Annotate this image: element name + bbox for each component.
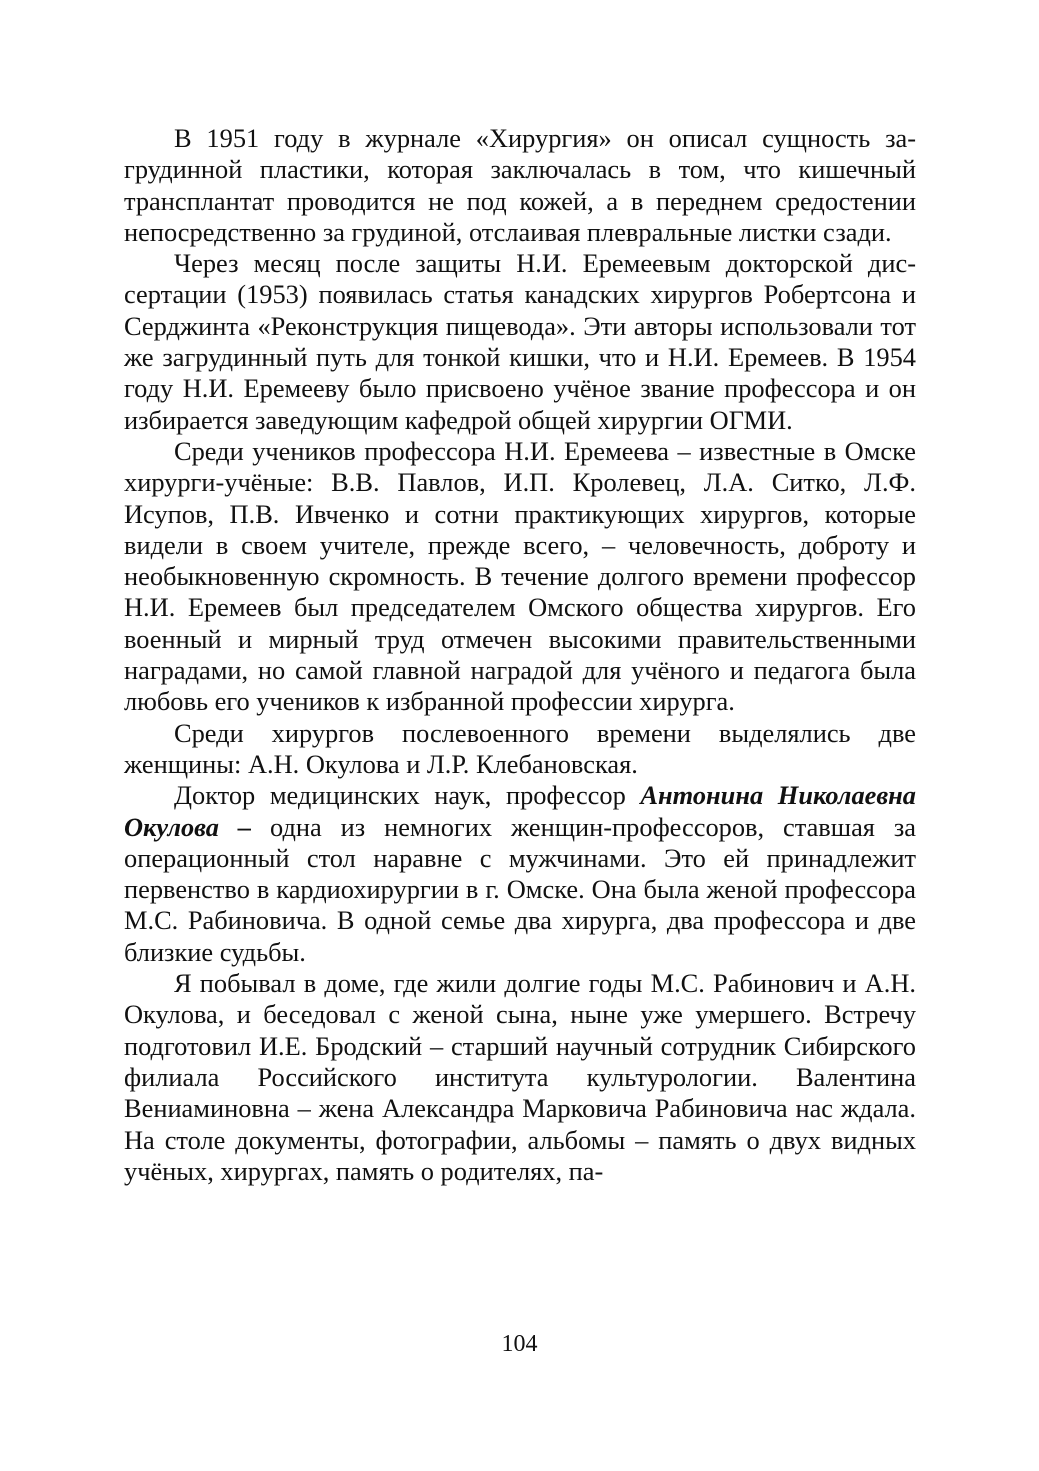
paragraph-2: Через месяц после защиты Н.И. Еремеевым докторской диссертации (1953) появилась статья канадских хирургов Робертсона и Серджинта «Реконструкция пищевода». Эти авторы использовали тот же загрудинный путь для тонкой кишки, что и Н.И. Еремеев. В 1954 году Н.И. Еремееву было присвоено учёное звание профессора и он избирается заведующим кафедрой общей хирургии ОГМИ.: [124, 248, 916, 435]
paragraph-5-rest: одна из немногих женщин-профессоров, ставшая за операционный стол наравне с мужчинами. Это ей принадлежит первенство в кардиохирургии в г. Омске. Она была женой профессора М.С. Рабиновича. В одной семье два хирурга, два профессора и две близкие судьбы.: [124, 811, 916, 967]
person-name-emphasis: Антонина Николаевна Окулова –: [124, 780, 916, 842]
paragraph-5-intro: Доктор медицинских наук, профессор: [174, 780, 641, 811]
body-text: [124, 123, 916, 1187]
paragraph-4: Среди хирургов послевоенного времени выделялись две женщины: А.Н. Окулова и Л.Р. Клебановская.: [124, 717, 916, 779]
paragraph-3: Среди учеников профессора Н.И. Еремеева – известные в Омске хирурги-учёные: В.В. Павлов, И.П. Кролевец, Л.А. Ситко, Л.Ф. Исупов, П.В. Ивченко и сотни практикующих хирургов, которые видели в своем учителе, прежде всего, – человечность, доброту и необыкновенную скромность. В течение долгого времени профессор Н.И. Еремеев был председателем Омского общества хирургов. Его военный и мирный труд отмечен высокими правительственными наградами, но самой главной наградой для учёного и педагога была любовь его учеников к избранной профессии хирурга.: [124, 435, 916, 717]
paragraph-6: Я побывал в доме, где жили долгие годы М.С. Рабинович и А.Н. Окулова, и беседовал с женой сына, ныне уже умершего. Встречу подготовил И.Е. Бродский – старший научный сотрудник Сибирского филиала Российского института культурологии. Валентина Вениаминовна – жена Александра Марковича Рабиновича нас ждала. На столе документы, фотографии, альбомы – память о двух видных учёных, хирургах, память о родителях, па-: [124, 968, 916, 1186]
page-number: 104: [501, 1331, 538, 1357]
paragraph-5: [124, 780, 916, 968]
paragraph-1: В 1951 году в журнале «Хирургия» он описал сущность загрудинной пластики, которая заключалась в том, что кишечный трансплантат проводится не под кожей, а в переднем средостении непосредственно за грудиной, отслаивая плевральные листки сзади.: [124, 123, 916, 247]
